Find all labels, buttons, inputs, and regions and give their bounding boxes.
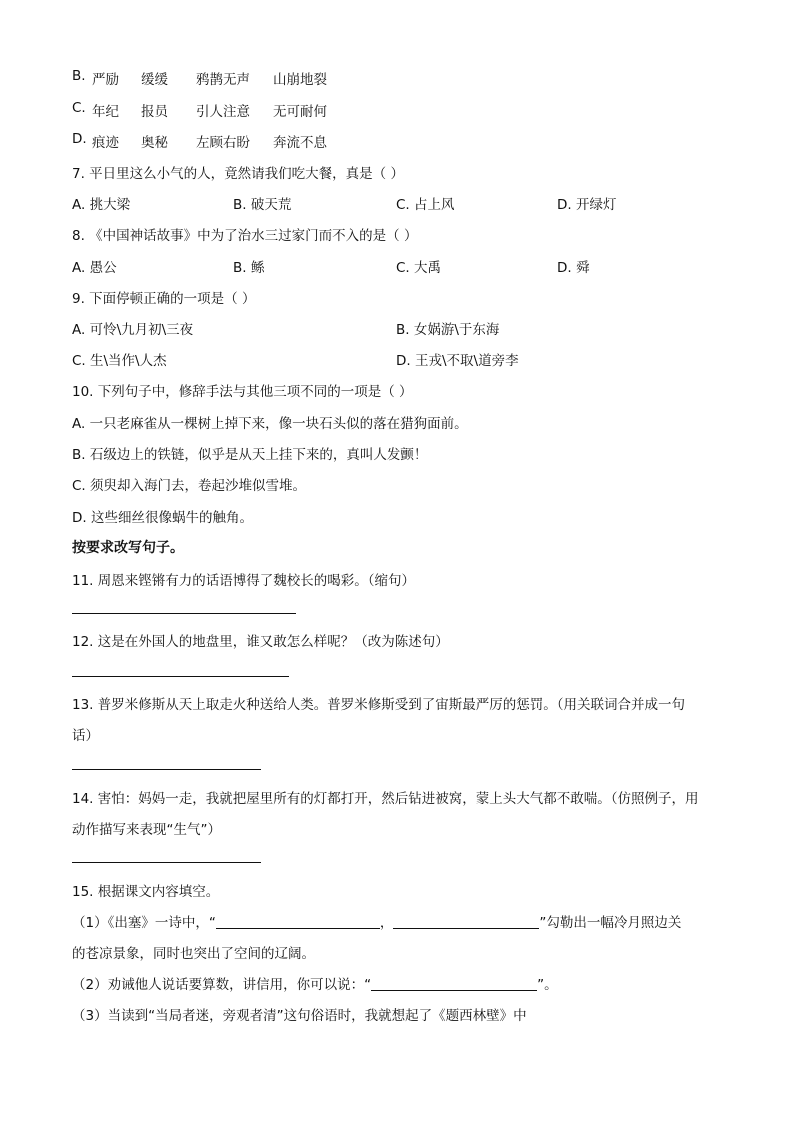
question-13-line-1: 13. 普罗米修斯从天上取走火种送给人类。普罗米修斯受到了宙斯最严厉的惩罚。（用关联词合并成一句 [72,697,686,713]
option-word: 左顾右盼 [196,135,250,151]
q8-option-a: A. 愚公 [72,260,117,276]
q10-option-c: C. 须臾却入海门去，卷起沙堆似雪堆。 [72,478,307,494]
q15-part-1-text-a: （1）《出塞》一诗中，“ [72,915,216,931]
option-word: 无可耐何 [273,104,327,120]
q8-option-d: D. 舜 [557,260,590,276]
blank-1[interactable] [216,913,380,929]
q7-option-d: D. 开绿灯 [557,197,617,213]
q10-option-b: B. 石级边上的铁链，似乎是从天上挂下来的，真叫人发颤！ [72,447,428,463]
q10-option-a: A. 一只老麻雀从一棵树上掉下来，像一块石头似的落在猎狗面前。 [72,416,468,432]
answer-line-13[interactable] [72,769,261,770]
question-10-stem: 10. 下列句子中，修辞手法与其他三项不同的一项是（ ） [72,384,413,400]
q15-part-1-text-b: ， [379,915,394,931]
option-letter: D. [72,131,87,147]
option-letter: B. [72,68,86,84]
q7-option-b: B. 破天荒 [233,197,292,213]
q9-option-a: A. 可怜\九月初\三夜 [72,322,194,338]
q9-option-d: D. 王戎\不取\道旁李 [396,353,519,369]
option-word: 奔流不息 [273,135,327,151]
question-12: 12. 这是在外国人的地盘里，谁又敢怎么样呢？（改为陈述句） [72,634,449,650]
q15-part-1-text-c: ”勾勒出一幅冷月照边关 [539,915,682,931]
question-15-stem: 15. 根据课文内容填空。 [72,884,220,900]
blank-2[interactable] [393,913,539,929]
q8-option-b: B. 鲧 [233,260,265,276]
q15-part-3: （3）当读到“当局者迷，旁观者清”这句俗语时，我就想起了《题西林壁》中 [72,1008,527,1024]
q15-part-1-line-2: 的苍凉景象，同时也突出了空间的辽阔。 [72,946,315,962]
question-14-line-2: 动作描写来表现“生气”） [72,822,221,838]
q9-option-c: C. 生\当作\人杰 [72,353,167,369]
option-word: 缓缓 [141,72,168,88]
option-word: 报员 [141,104,168,120]
option-word: 引人注意 [196,104,250,120]
option-word: 奥秘 [141,135,168,151]
q8-option-c: C. 大禹 [396,260,442,276]
q10-option-d: D. 这些细丝很像蜗牛的触角。 [72,510,253,526]
question-9-stem: 9. 下面停顿正确的一项是（ ） [72,291,256,307]
q15-part-2-text-b: ”。 [537,977,558,993]
question-11: 11. 周恩来铿锵有力的话语博得了魏校长的喝彩。（缩句） [72,573,416,589]
option-word: 鸦鹊无声 [196,72,250,88]
answer-line-12[interactable] [72,676,289,677]
blank-3[interactable] [371,975,537,991]
q7-option-c: C. 占上风 [396,197,455,213]
option-word: 年纪 [92,104,119,120]
option-word: 山崩地裂 [273,72,327,88]
question-8-stem: 8. 《中国神话故事》中为了治水三过家门而不入的是（ ） [72,228,418,244]
q7-option-a: A. 挑大梁 [72,197,131,213]
q9-option-b: B. 女娲游\于东海 [396,322,500,338]
question-13-line-2: 话） [72,728,99,744]
option-word: 严励 [92,72,119,88]
q15-part-1-line-1 [72,911,681,931]
question-7-stem: 7. 平日里这么小气的人，竟然请我们吃大餐，真是（ ） [72,166,404,182]
answer-line-11[interactable] [72,613,296,614]
option-letter: C. [72,100,86,116]
question-14-line-1: 14. 害怕：妈妈一走，我就把屋里所有的灯都打开，然后钻进被窝，蒙上头大气都不敢喘。（仿照例子，用 [72,791,699,807]
q15-part-2-text-a: （2）劝诫他人说话要算数，讲信用，你可以说：“ [72,977,372,993]
q15-part-2 [72,973,558,993]
section-heading: 按要求改写句子。 [72,540,184,556]
answer-line-14[interactable] [72,862,261,863]
option-word: 痕迹 [92,135,119,151]
